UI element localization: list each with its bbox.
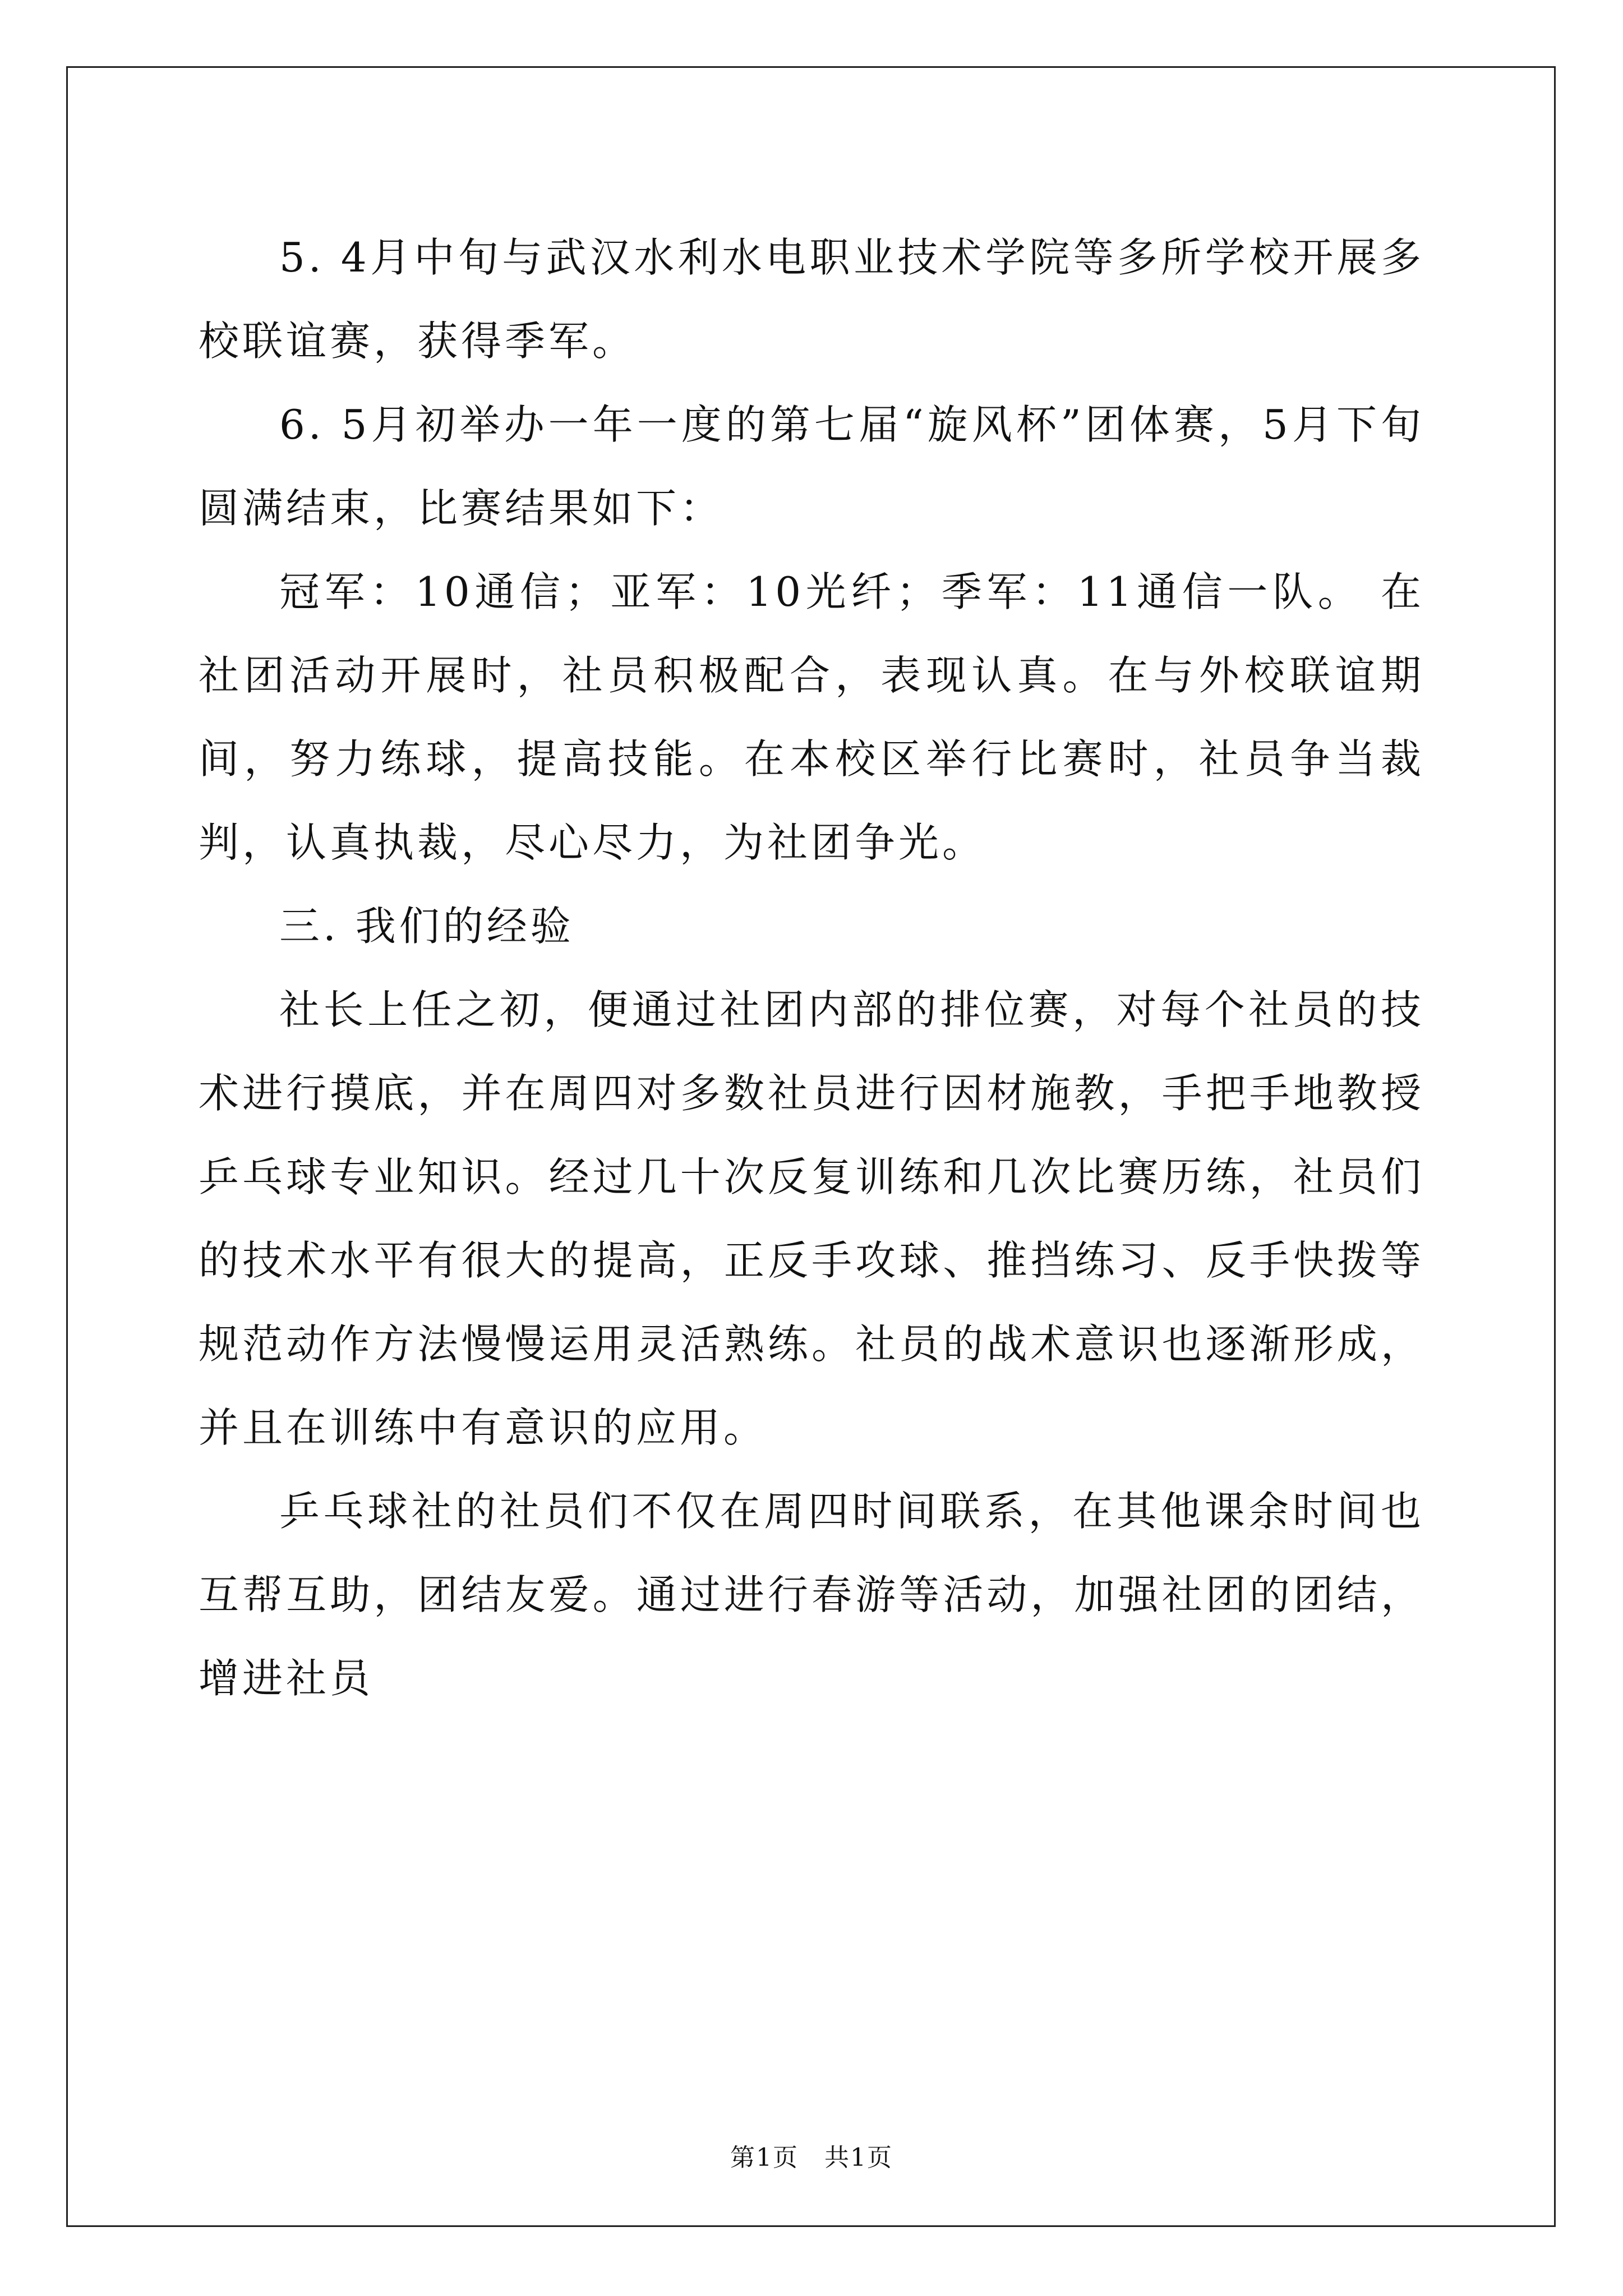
paragraph-members: 乒乓球社的社员们不仅在周四时间联系，在其他课余时间也互帮互助，团结友爱。通过进行春游等活动，加强社团的团结，增进社员 [199, 1488, 1424, 1702]
paragraph-experience: 社长上任之初，便通过社团内部的排位赛，对每个社员的技术进行摸底，并在周四对多数社员进行因材施教，手把手地教授乒乓球专业知识。经过几十次反复训练和几次比赛历练，社员们的技术水平有很大的提高，正反手攻球、推挡练习、反手快拨等规范动作方法慢慢运用灵活熟练。社员的战术意识也逐渐形成，并且在训练中有意识的应用。 [199, 986, 1424, 1451]
paragraph-item-6: 6. 5月初举办一年一度的第七届“旋风杯”团体赛，5月下旬圆满结束，比赛结果如下： [199, 401, 1424, 532]
paragraph-item-5: 5. 4月中旬与武汉水利水电职业技术学院等多所学校开展多校联谊赛，获得季军。 [199, 234, 1424, 365]
document-body [199, 216, 1424, 1720]
paragraph-results: 冠军：10通信；亚军：10光纤；季军：11通信一队。 在社团活动开展时，社员积极配合，表现认真。在与外校联谊期间，努力练球，提高技能。在本校区举行比赛时，社员争当裁判，认真执裁，尽心尽力，为社团争光。 [199, 568, 1424, 866]
section-heading-experience: 三. 我们的经验 [279, 903, 574, 950]
page-footer: 第1页 共1页 [730, 2143, 893, 2172]
